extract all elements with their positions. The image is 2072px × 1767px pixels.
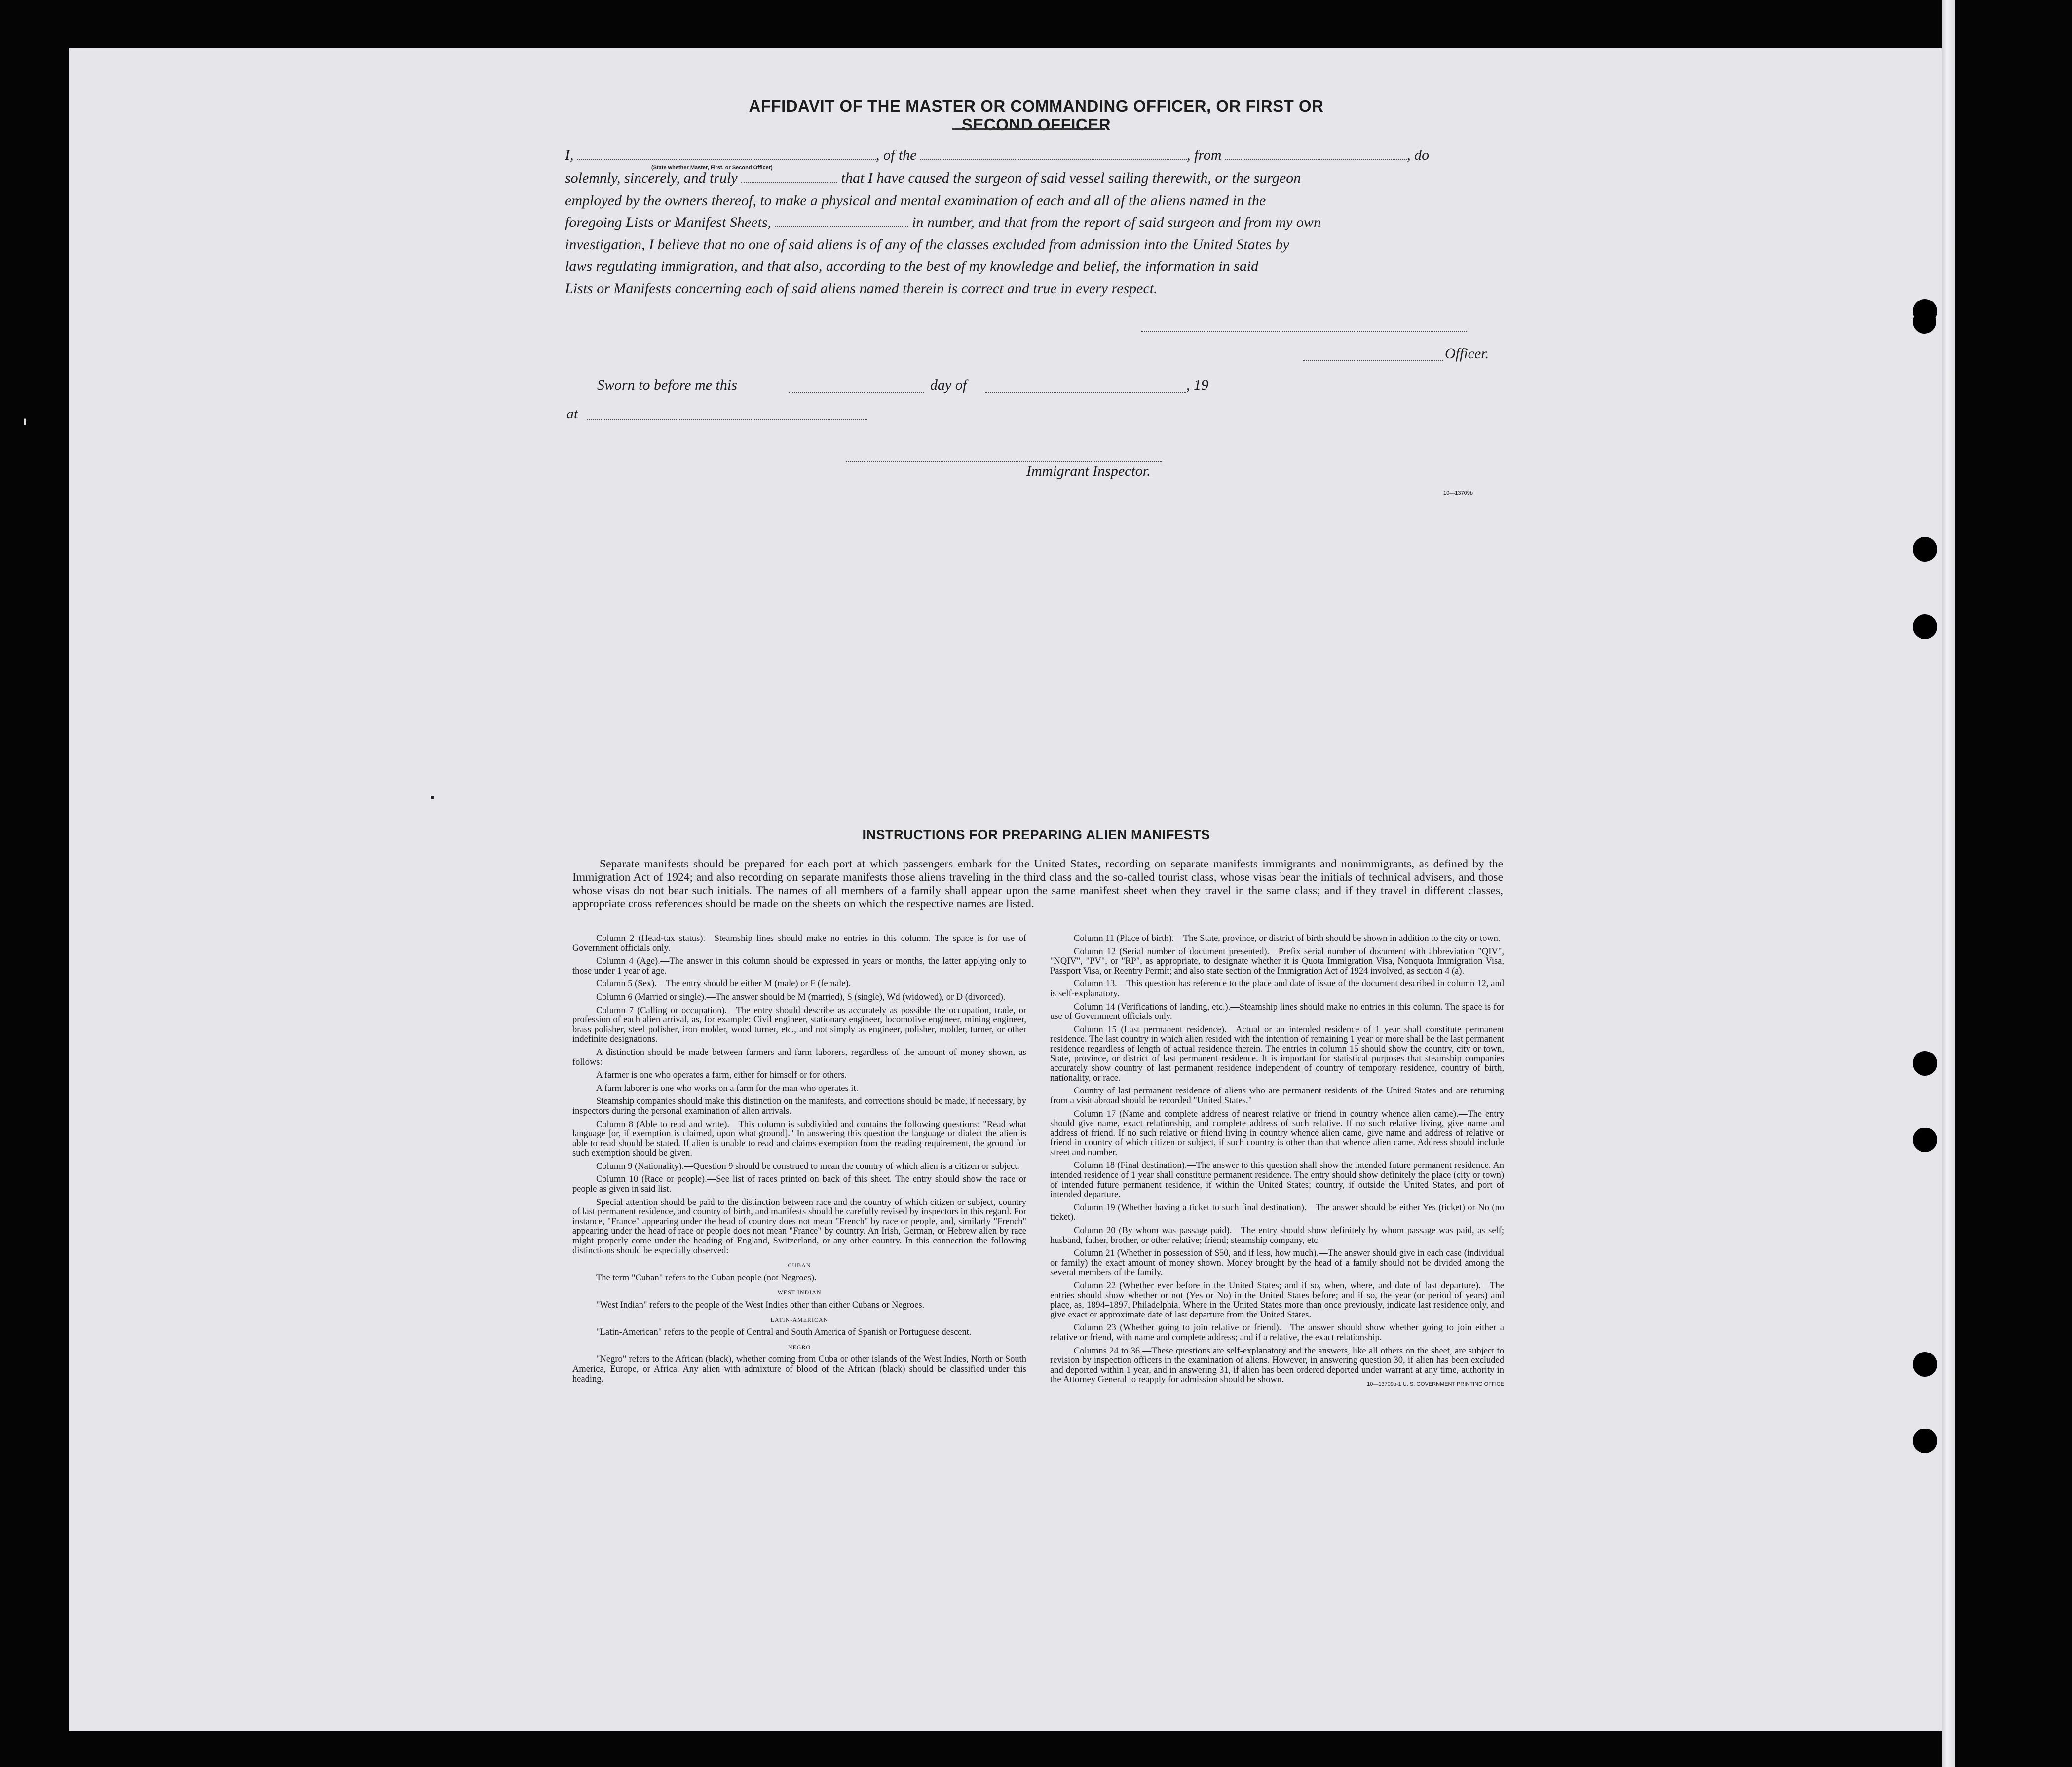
punch-hole [1913, 1429, 1937, 1453]
officer-label: Officer. [1445, 345, 1489, 362]
instruction-paragraph: Column 17 (Name and complete address of nearest relative or friend in country whence alien came).—The entry should give name, exact relationship, and complete address of such relative. If no such relative living, give name and address of friend. If no such relative or friend living in country whence alien came, give name and address of relative or friend in country of which citizen or subject, if such country is other than that whence alien came. Address should include street and number. [1050, 1109, 1504, 1158]
punch-hole [1913, 1352, 1937, 1377]
officer-title-line[interactable] [1303, 360, 1443, 361]
sworn-year: , 19 [1186, 377, 1208, 393]
affidavit-text: , do [1407, 147, 1430, 163]
ink-speck [431, 796, 434, 799]
inspector-label: Immigrant Inspector. [1026, 463, 1151, 479]
instruction-paragraph: Column 21 (Whether in possession of $50, and if less, how much).—The answer should give in each case (individual or family) the exact amount of money shown. Money brought by the head of a family should not be divided among the several members of the family. [1050, 1248, 1504, 1278]
instruction-paragraph: Column 15 (Last permanent residence).—Actual or an intended residence of 1 year shall constitute permanent residence. The last country in which alien resided with the intention of remaining 1 year or more shall be the last permanent residence regardless of length of actual residence therein. The entries in column 15 should show the country, city or town, State, province, or district of last permanent residence. It is important for statistical purposes that steamship companies accurately show country of last permanent residence independent of country of temporary residence, country of birth, nationality, or race. [1050, 1024, 1504, 1083]
affidavit-text: foregoing Lists or Manifest Sheets, [565, 214, 772, 230]
instruction-paragraph: Country of last permanent residence of aliens who are permanent residents of the United States and are returning from a visit abroad should be recorded "United States." [1050, 1086, 1504, 1106]
instruction-paragraph: "Negro" refers to the African (black), whether coming from Cuba or other islands of the West Indies, North or South America, Europe, or Africa. Any alien with admixture of blood of the African (black) should be classified under this heading. [572, 1354, 1026, 1384]
affidavit-line-5: investigation, I believe that no one of said aliens is of any of the classes excluded from admission into the United States by [565, 236, 1289, 253]
affidavit-text: , of the [876, 147, 917, 163]
officer-rank-blank[interactable] [577, 159, 876, 160]
port-from-blank[interactable] [1225, 159, 1407, 160]
instruction-paragraph: Columns 24 to 36.—These questions are self-explanatory and the answers, like all others on the sheet, are subject to revision by inspection officers in the examination of aliens. However, in answering question 30, if alien has been excluded and deported within 1 year, and in answering 31, if alien has been ordered deported under warrant at any time, authority in the Attorney General to reapply for admission should be shown. [1050, 1346, 1504, 1385]
sworn-day-of: day of [930, 377, 967, 393]
punch-hole [1913, 614, 1937, 639]
affidavit-line-2 [565, 167, 1503, 189]
affidavit-text: , from [1187, 147, 1222, 163]
section-heading-latin-american: LATIN-AMERICAN [770, 1316, 829, 1323]
instruction-paragraph: Column 18 (Final destination).—The answer to this question shall show the intended future permanent residence. An intended residence of 1 year shall constitute permanent residence. The entry should show definitely the place (city or town) of intended future permanent residence, if within the United States; country, if outside the United States, and port of intended departure. [1050, 1161, 1504, 1200]
affidavit-text: solemnly, sincerely, and truly [565, 170, 738, 186]
page-fold [1942, 0, 1955, 1767]
punch-hole [1913, 1051, 1937, 1076]
sworn-text: Sworn to before me this [597, 377, 737, 393]
instruction-paragraph: A distinction should be made between farmers and farm laborers, regardless of the amount of money shown, as follows: [572, 1047, 1026, 1067]
instruction-paragraph: Column 11 (Place of birth).—The State, province, or district of birth should be shown in addition to the city or town. [1074, 934, 1501, 943]
inspector-signature-line[interactable] [846, 461, 1162, 462]
affidavit-line-1 [565, 144, 1503, 166]
instruction-paragraph: Column 10 (Race or people).—See list of races printed on back of this sheet. The entry should show the race or people as given in said list. [572, 1174, 1026, 1195]
instructions-left-column [572, 934, 1026, 1388]
section-heading-negro: NEGRO [788, 1343, 811, 1351]
instruction-paragraph: Column 12 (Serial number of document presented).—Prefix serial number of document with abbreviation "QIV", "NQIV", "PV", or "RP", as appropriate, to designate whether it is Quota Immigration Visa, Nonquota Immigration Visa, Passport Visa, or Reentry Permit; and also state section of the Immigration Act of 1924 involved, as section 4 (a). [1050, 946, 1504, 976]
instruction-paragraph: Column 14 (Verifications of landing, etc.).—Steamship lines should make no entries in this column. The space is for use of Government officials only. [1050, 1002, 1504, 1022]
instruction-paragraph: Column 19 (Whether having a ticket to such final destination).—The answer should be either Yes (ticket) or No (no ticket). [1050, 1203, 1504, 1223]
instruction-paragraph: Steamship companies should make this distinction on the manifests, and corrections should be made, if necessary, by inspectors during the personal examination of alien arrivals. [572, 1096, 1026, 1116]
title-rule [952, 128, 1105, 130]
section-heading-west-indian: WEST INDIAN [777, 1289, 822, 1296]
oath-blank[interactable] [741, 182, 837, 183]
ink-speck [24, 418, 26, 425]
instruction-paragraph: Column 13.—This question has reference to the place and date of issue of the document described in column 12, and is self-explanatory. [1050, 979, 1504, 999]
vessel-name-blank[interactable] [920, 159, 1187, 160]
sheet-count-blank[interactable] [775, 226, 908, 227]
affidavit-line-7: Lists or Manifests concerning each of said aliens named therein is correct and true in every respect. [565, 280, 1158, 297]
signature-line[interactable] [1141, 331, 1467, 332]
printer-footer: 10—13709b-1 U. S. GOVERNMENT PRINTING OFFICE [1367, 1381, 1504, 1387]
section-heading-cuban: CUBAN [788, 1262, 811, 1269]
place-line[interactable] [587, 419, 867, 420]
instruction-paragraph: Column 2 (Head-tax status).—Steamship lines should make no entries in this column. The space is for use of Government officials only. [572, 934, 1026, 953]
affidavit-line-4 [565, 211, 1503, 233]
instruction-paragraph: Column 23 (Whether going to join relative or friend).—The answer should show whether going to join either a relative or friend, with name and complete address; and if a relative, the exact relationship. [1050, 1323, 1504, 1343]
form-number: 10—13709b [1443, 490, 1473, 496]
instruction-paragraph: Column 5 (Sex).—The entry should be either M (male) or F (female). [596, 979, 851, 989]
instruction-paragraph: Column 4 (Age).—The answer in this column should be expressed in years or months, the latter applying only to those under 1 year of age. [572, 956, 1026, 976]
punch-hole [1913, 537, 1937, 562]
instructions-title: INSTRUCTIONS FOR PREPARING ALIEN MANIFESTS [862, 827, 1210, 842]
instruction-paragraph: The term "Cuban" refers to the Cuban people (not Negroes). [596, 1273, 817, 1283]
instruction-paragraph: "West Indian" refers to the people of the West Indies other than either Cubans or Negroes. [596, 1300, 925, 1310]
instructions-intro: Separate manifests should be prepared for each port at which passengers embark for the United States, recording on separate manifests immigrants and nonimmigrants, as defined by the Immigration Act of 1924; and also recording on separate manifests those aliens traveling in the third class and the so-called tourist class, whose visas bear the initials of technical advisers, and those whose visas do not bear such initials. The names of all members of a family shall appear upon the same manifest sheet when they travel in the same class; and if they travel in different classes, appropriate cross references should be made on the sheets on which the respective names are listed. [572, 858, 1503, 910]
punch-hole [1913, 310, 1936, 334]
instruction-paragraph: Special attention should be paid to the distinction between race and the country of which citizen or subject, country of last permanent residence, and country of birth, and manifests should be carefully revised by inspectors in this regard. For instance, "France" appearing under the head of country does not mean "French" by race or people, and, similarly "French" appearing under the head of race or people does not mean "France" by country. An Irish, German, or Hebrew alien by race might properly come under the heading of England, Switzerland, or any other country. In this connection the following distinctions should be especially observed: [572, 1197, 1026, 1256]
instruction-paragraph: Column 22 (Whether ever before in the United States; and if so, when, where, and date of last departure).—The entries should show whether or not (Yes or No) in the United States before; and if so, the year (or period of years) and place, as, 1894–1897, Philadelphia. Where in the United States more than once previously, indicate last residence only, and give exact or approximate date of last departure from the United States. [1050, 1281, 1504, 1320]
sworn-month-line[interactable] [985, 392, 1186, 393]
affidavit-text: I, [565, 147, 574, 163]
instruction-paragraph: A farm laborer is one who works on a farm for the man who operates it. [596, 1083, 859, 1093]
instruction-paragraph: Column 20 (By whom was passage paid).—The entry should show definitely by whom passage was paid, as self; husband, father, brother, or other relative; friend; steamship company, etc. [1050, 1226, 1504, 1245]
affidavit-line-6: laws regulating immigration, and that also, according to the best of my knowledge and belief, the information in said [565, 258, 1259, 274]
affidavit-text: in number, and that from the report of said surgeon and from my own [912, 214, 1321, 230]
instructions-right-column [1050, 934, 1504, 1393]
sworn-day-line[interactable] [789, 392, 924, 393]
punch-hole [1913, 1128, 1937, 1152]
at-label: at [566, 406, 578, 422]
instruction-paragraph: A farmer is one who operates a farm, either for himself or for others. [596, 1070, 847, 1081]
instruction-paragraph: Column 7 (Calling or occupation).—The entry should describe as accurately as possible the occupation, trade, or profession of each alien arrival, as, for example: Civil engineer, stationary engineer, locomotive engineer, mining engineer, brass polisher, steel polisher, iron molder, wood turner, etc., and not simply as engineer, polisher, molder, turner, or other indefinite designations. [572, 1005, 1026, 1045]
affidavit-text: that I have caused the surgeon of said vessel sailing therewith, or the surgeon [841, 170, 1301, 186]
instruction-paragraph: Column 8 (Able to read and write).—This column is subdivided and contains the following questions: "Read what language [or, if exemption is claimed, upon what ground]." In answering this question the language or dialect the alien is able to read should be stated. If alien is unable to read and claims exemption from the reading requirement, the ground for such exemption should be given. [572, 1119, 1026, 1159]
affidavit-title: AFFIDAVIT OF THE MASTER OR COMMANDING OFFICER, OR FIRST OR SECOND OFFICER [749, 97, 1324, 134]
instruction-paragraph: "Latin-American" refers to the people of Central and South America of Spanish or Portuguese descent. [596, 1327, 972, 1338]
affidavit-line-3: employed by the owners thereof, to make a physical and mental examination of each and all of the aliens named in the [565, 192, 1266, 209]
instruction-paragraph: Column 6 (Married or single).—The answer should be M (married), S (single), Wd (widowed), or D (divorced). [596, 992, 1006, 1002]
officer-rank-note: (State whether Master, First, or Second Officer) [651, 165, 773, 171]
instruction-paragraph: Column 9 (Nationality).—Question 9 should be construed to mean the country of which alien is a citizen or subject. [596, 1161, 1020, 1171]
